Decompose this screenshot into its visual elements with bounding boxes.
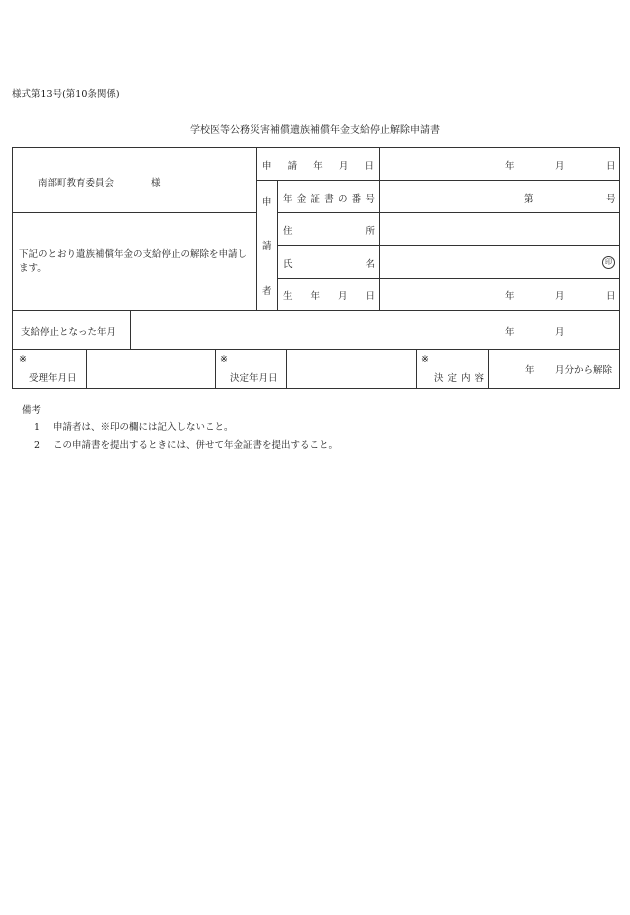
remarks-item	[34, 437, 338, 451]
applicant-label-char: 者	[262, 286, 272, 297]
rule-line	[13, 349, 619, 350]
received-date-label: 受理年月日	[29, 373, 77, 384]
label-char: 日	[364, 161, 374, 172]
remarks-item-number: 2	[34, 440, 41, 451]
form-number: 様式第13号(第10条関係)	[12, 89, 120, 100]
suspension-date-month-unit: 月	[555, 327, 565, 338]
label-char: 月	[337, 291, 348, 302]
applicant-label-char: 申	[262, 197, 272, 208]
label-char: 年	[310, 291, 320, 302]
decision-content-value: 月分から解除	[555, 365, 613, 376]
label-char: 住	[283, 226, 293, 237]
remarks-item-number: 1	[34, 422, 41, 433]
remarks-item-text: この申請書を提出するときには、併せて年金証書を提出すること。	[53, 440, 339, 451]
label-char: 月	[338, 161, 349, 172]
application-date-month-unit: 月	[555, 161, 565, 172]
request-statement: 下記のとおり遺族補償年金の支給停止の解除を申請します。	[19, 249, 248, 274]
label-char: 年	[313, 161, 323, 172]
rule-line	[86, 349, 87, 388]
decision-date-label: 決定年月日	[230, 373, 278, 384]
remarks-heading: 備考	[22, 405, 42, 416]
birth-date-month-unit: 月	[555, 291, 565, 302]
label-char: 決	[434, 373, 444, 384]
certificate-number-prefix: 第	[524, 194, 534, 205]
application-date-day-unit: 日	[606, 161, 616, 172]
remarks-item	[34, 419, 234, 433]
rule-line	[488, 349, 489, 388]
rule-line	[13, 310, 619, 311]
label-char: 請	[287, 161, 298, 172]
rule-line	[277, 278, 619, 279]
label-char: 容	[474, 373, 484, 384]
rule-line	[277, 212, 619, 213]
label-char: の	[337, 194, 348, 205]
application-date-year-unit: 年	[505, 161, 515, 172]
label-char: 年	[283, 194, 293, 205]
rule-line	[277, 245, 619, 246]
addressee-name: 南部町教育委員会	[38, 178, 115, 189]
remarks-item-text: 申請者は、※印の欄には記入しないこと。	[53, 422, 234, 433]
rule-line	[256, 148, 257, 310]
application-date-label	[262, 158, 374, 172]
rule-line	[130, 310, 131, 349]
application-form-table	[12, 147, 620, 389]
rule-line	[286, 349, 287, 388]
office-use-mark: ※	[220, 354, 228, 365]
label-char: 生	[283, 291, 293, 302]
office-use-mark: ※	[421, 354, 429, 365]
rule-line	[256, 180, 619, 181]
rule-line	[277, 180, 278, 310]
rule-line	[379, 148, 380, 310]
label-char: 金	[296, 194, 307, 205]
label-char: 号	[365, 194, 375, 205]
form-title: 学校医等公務災害補償遺族補償年金支給停止解除申請書	[190, 125, 440, 136]
label-char: 証	[310, 194, 320, 205]
addressee-honorific: 様	[151, 178, 161, 189]
seal-mark: 印	[602, 256, 615, 269]
certificate-number-suffix: 号	[606, 194, 616, 205]
rule-line	[416, 349, 417, 388]
label-char: 定	[447, 373, 457, 384]
label-char: 日	[365, 291, 375, 302]
label-char: 番	[351, 194, 362, 205]
birth-date-label	[283, 288, 375, 302]
applicant-label-char: 請	[262, 241, 272, 252]
birth-date-year-unit: 年	[505, 291, 515, 302]
label-char: 内	[460, 373, 471, 384]
decision-content-label	[434, 370, 484, 384]
label-char: 氏	[283, 259, 293, 270]
decision-content-year-unit: 年	[525, 365, 535, 376]
label-char: 書	[324, 194, 334, 205]
address-label	[283, 223, 375, 237]
name-label	[283, 256, 375, 270]
rule-line	[215, 349, 216, 388]
label-char: 申	[262, 161, 272, 172]
suspension-date-year-unit: 年	[505, 327, 515, 338]
birth-date-day-unit: 日	[606, 291, 616, 302]
rule-line	[13, 212, 256, 213]
label-char: 名	[365, 259, 375, 270]
office-use-mark: ※	[19, 354, 27, 365]
certificate-number-label	[283, 191, 375, 205]
suspension-date-label: 支給停止となった年月	[21, 327, 117, 338]
label-char: 所	[365, 226, 375, 237]
